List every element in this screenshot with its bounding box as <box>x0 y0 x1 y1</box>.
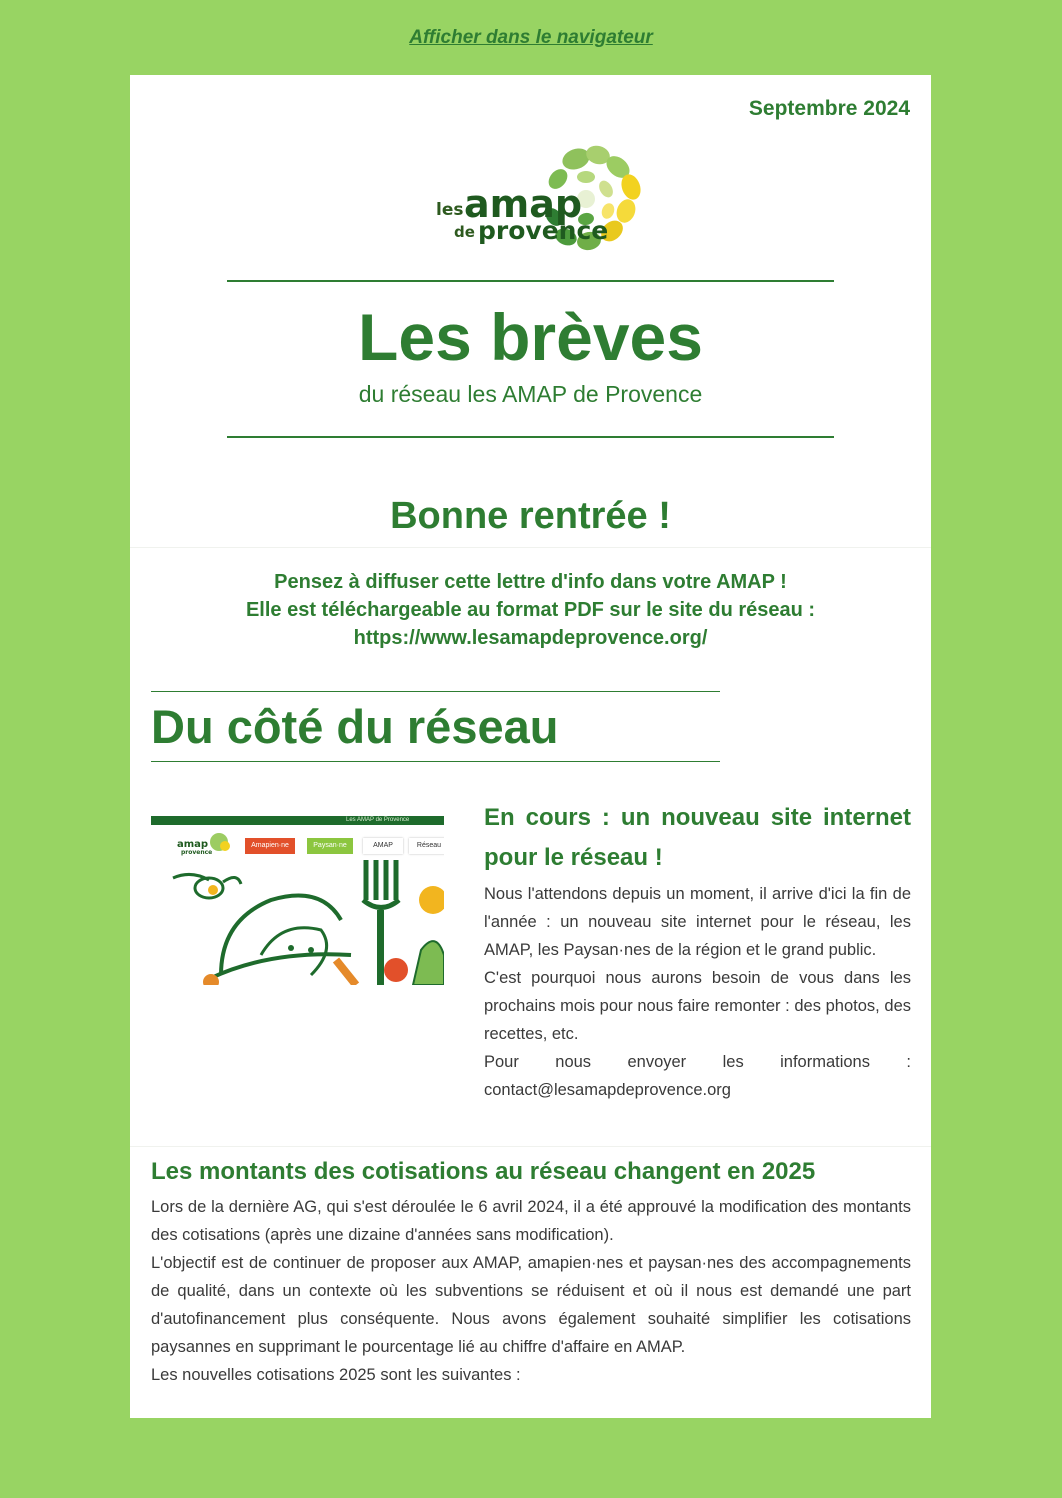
svg-text:provence: provence <box>478 216 609 245</box>
share-notice <box>130 568 931 652</box>
article-membership-fees-title: Les montants des cotisations au réseau changent en 2025 <box>151 1158 816 1185</box>
preview-nav-amap: AMAP <box>363 838 403 854</box>
article-membership-fees <box>151 1157 911 1389</box>
section-divider-top <box>151 691 720 692</box>
article-new-website <box>484 798 911 1104</box>
svg-text:de: de <box>454 223 475 241</box>
section-divider-bottom <box>151 761 720 762</box>
website-link[interactable]: https://www.lesamapdeprovence.org/ <box>353 627 708 649</box>
preview-illustration <box>151 860 444 985</box>
preview-top-bar-title: Les AMAP de Provence <box>346 817 410 823</box>
svg-text:les: les <box>436 200 464 220</box>
block-separator <box>130 547 931 548</box>
preview-logo <box>177 830 235 858</box>
issue-date: Septembre 2024 <box>748 97 910 120</box>
notice-line-1: Pensez à diffuser cette lettre d'info dans votre AMAP ! <box>274 571 787 593</box>
article-membership-fees-paragraph-1: Lors de la dernière AG, qui s'est déroulée le 6 avril 2024, il a été approuvé la modification des montants des cotisations (après une dizaine d'années sans modification). <box>151 1198 911 1244</box>
contact-email-link[interactable]: contact@lesamapdeprovence.org <box>484 1081 731 1099</box>
svg-text:amap: amap <box>177 839 209 850</box>
newsletter-card <box>130 75 931 1418</box>
header-divider-bottom <box>227 436 834 438</box>
preview-top-bar <box>151 816 444 825</box>
article-new-website-paragraph-2: C'est pourquoi nous aurons besoin de vous dans les prochains mois pour nous faire remonter : des photos, des recettes, etc. <box>484 969 911 1043</box>
header-divider-top <box>227 280 834 282</box>
article-new-website-paragraph-3: Pour nous envoyer les informations : <box>484 1053 911 1071</box>
section-title: Du côté du réseau <box>151 700 559 753</box>
newsletter-title: Les brèves <box>358 300 703 374</box>
preview-nav-reseau: Réseau <box>409 838 444 854</box>
amap-provence-logo <box>426 139 656 259</box>
article-new-website-paragraph-1: Nous l'attendons depuis un moment, il arrive d'ici la fin de l'année : un nouveau site internet pour le réseau, les AMAP, les Paysan·nes de la région et le grand public. <box>484 885 911 959</box>
article-separator <box>130 1146 931 1147</box>
new-website-preview-image <box>151 816 444 985</box>
svg-text:amap: amap <box>464 182 583 226</box>
newsletter-subtitle: du réseau les AMAP de Provence <box>358 381 703 407</box>
preview-nav-amapienne: Amapien·ne <box>245 838 295 854</box>
notice-line-2: Elle est téléchargeable au format PDF sur le site du réseau : <box>245 599 816 621</box>
greeting-heading: Bonne rentrée ! <box>390 495 671 537</box>
view-in-browser-link[interactable]: Afficher dans le navigateur <box>409 27 653 48</box>
svg-text:provence: provence <box>181 849 213 856</box>
preview-nav-paysanne: Paysan·ne <box>307 838 353 854</box>
article-new-website-title: En cours : un nouveau site internet pour le réseau ! <box>484 804 911 871</box>
article-membership-fees-paragraph-3: Les nouvelles cotisations 2025 sont les suivantes : <box>151 1366 521 1384</box>
article-membership-fees-paragraph-2: L'objectif est de continuer de proposer aux AMAP, amapien·nes et paysan·nes des accompagnements de qualité, dans un contexte où les subventions se réduisent et où il nous est demandé une part d'autofinancement plus conséquente. Nous avons également souhaité simplifier les cotisations paysannes en supprimant le pourcentage lié au chiffre d'affaire en AMAP. <box>151 1254 911 1356</box>
